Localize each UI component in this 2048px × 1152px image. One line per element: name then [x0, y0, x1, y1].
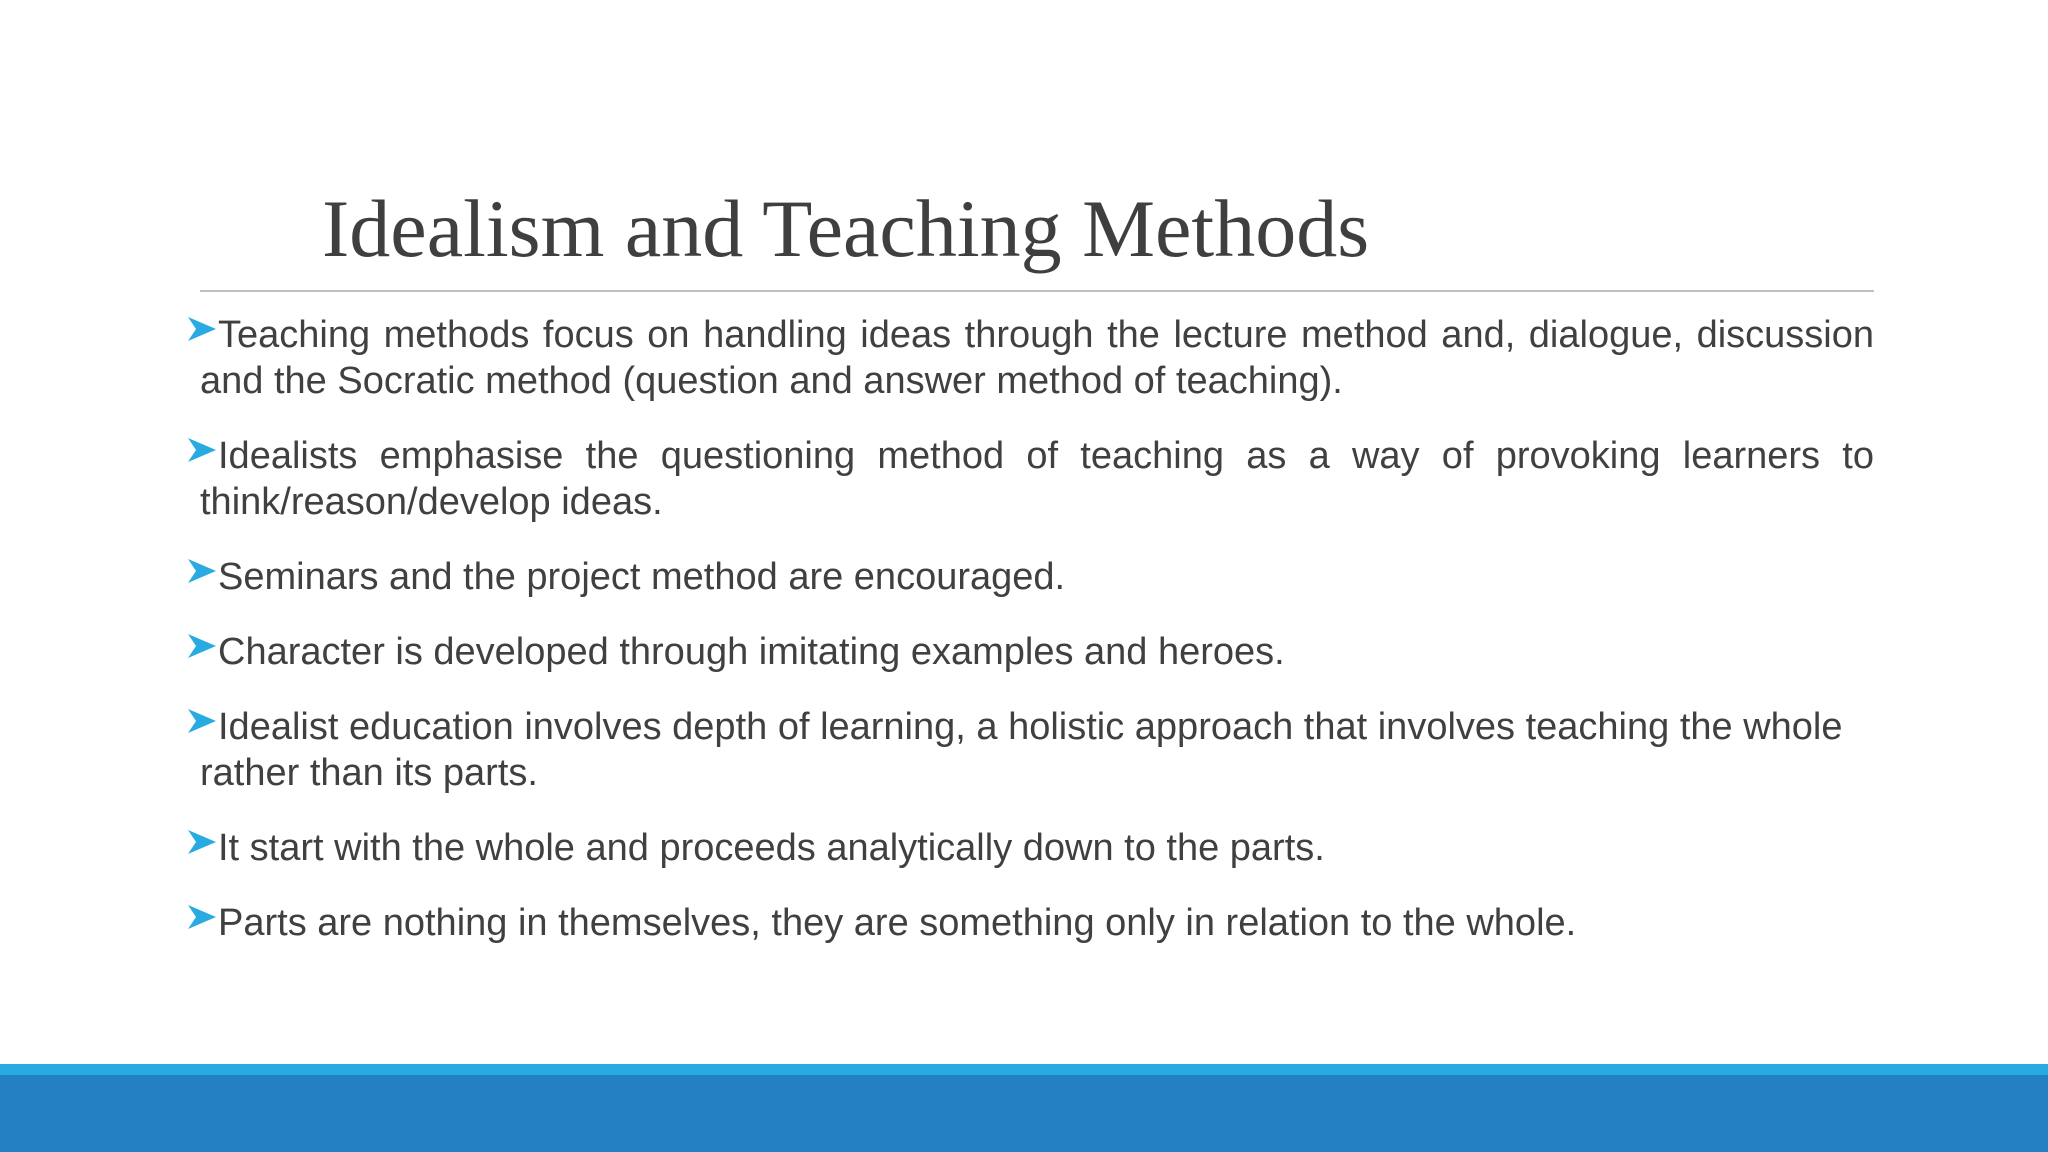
bullet-list — [186, 312, 1874, 975]
title-divider — [200, 290, 1874, 292]
bullet-item — [186, 629, 1874, 675]
bullet-item — [186, 554, 1874, 600]
arrow-bullet-icon — [186, 826, 218, 862]
bullet-item — [186, 312, 1874, 404]
bullet-text: Idealists emphasise the questioning method of teaching as a way of provoking learners to think/reason/develop ideas. — [200, 435, 1874, 523]
arrow-bullet-icon — [186, 434, 218, 470]
bullet-text: Character is developed through imitating examples and heroes. — [218, 631, 1285, 673]
arrow-bullet-icon — [186, 630, 218, 666]
footer-accent-band — [0, 1064, 2048, 1075]
bullet-text: Parts are nothing in themselves, they are something only in relation to the whole. — [218, 902, 1577, 944]
arrow-bullet-icon — [186, 555, 218, 591]
bullet-text: Idealist education involves depth of learning, a holistic approach that involves teaching the whole rather than its parts. — [200, 706, 1843, 794]
bullet-text: Seminars and the project method are encouraged. — [218, 556, 1066, 598]
bullet-item — [186, 704, 1874, 796]
arrow-bullet-icon — [186, 313, 218, 349]
slide-title: Idealism and Teaching Methods — [322, 183, 1370, 274]
arrow-bullet-icon — [186, 901, 218, 937]
bullet-text: Teaching methods focus on handling ideas through the lecture method and, dialogue, discussion and the Socratic method (question and answer method of teaching). — [200, 314, 1874, 402]
bullet-item — [186, 900, 1874, 946]
footer-band — [0, 1075, 2048, 1152]
bullet-text: It start with the whole and proceeds analytically down to the parts. — [218, 827, 1325, 869]
arrow-bullet-icon — [186, 705, 218, 741]
bullet-item — [186, 433, 1874, 525]
bullet-item — [186, 825, 1874, 871]
